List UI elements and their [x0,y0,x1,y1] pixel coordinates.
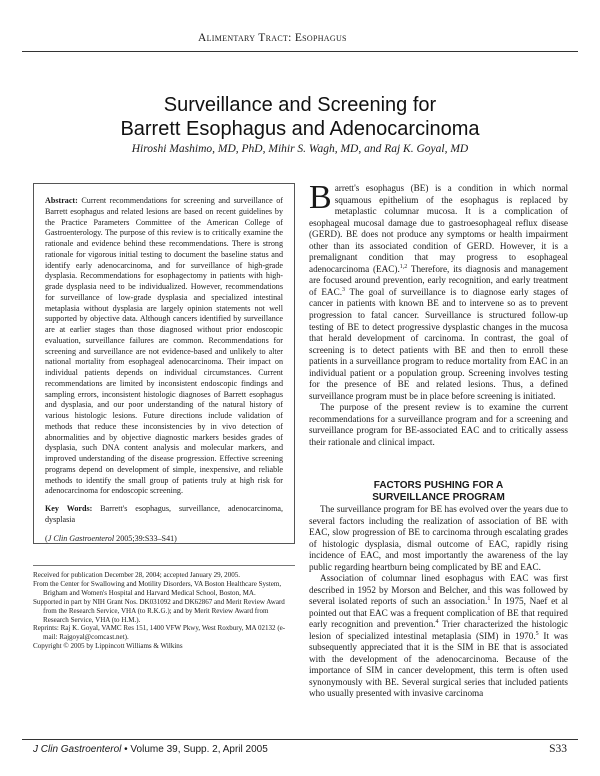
p1-text-a: arrett's esophagus (BE) is a condition in which normal squamous epithelium of the esophagus is replaced by metaplastic columnar mucosa. It is a complication of esophageal mucosal damage due to gastroesophageal reflux disease (GERD). BE does not produce any symptoms or health impairment other than its associated condition of GERD. However, it is a premalignant condition that may progress to esophageal adenocarcinoma (EAC). [309,183,568,274]
drop-cap: B [309,179,332,216]
abstract-text: Current recommendations for screening and surveillance of Barrett esophagus and related lesions are based on recent guidelines by the Practice Parameters Committee of the American College of Gastroenterology. The purpose of this review is to critically examine the rationale and evidence behind these recommendations. There is strong rationale for vigorous initial testing to document the baseline status and identify early adenocarcinoma, and for surveillance of high-grade dysplasia. Recommendations for esophagectomy in patients with high-grade dysplasia need to be individualized. However, recommendations for surveillance of low-grade dysplasia and specialized intestinal metaplasia without dysplasia are largely opinion statements not well supported by objective data. Although cancers identified by surveillance are at earlier stages than those diagnosed without prior endoscopic evaluation, surveillance failures are common. Recommendations for screening and surveillance are not evidence-based and unlikely to alter national mortality from esophageal adenocarcinoma. Their impact on individual patients depends on individual circumstances. Current recommendations are limited by inconsistent endoscopic findings and sampling errors, inconsistent histologic diagnoses of Barrett esophagus and dysplasia, and our poor understanding of the natural history of various histologic lesions. Future directions include validation of methods that reduce these inconsistencies by in vivo detection of abnormalities and by objective diagnostic markers besides grades of dysplasia, such DNA content analysis and molecular markers, and improved understanding of the disease progression. Effective screening programs depend on development of simple, inexpensive, and reliable methods to identify the small group of patients truly at high risk for adenocarcinoma for endoscopic screening. [45,196,283,496]
keywords-text: Barrett's esophagus, surveillance, adenocarcinoma, dysplasia [45,504,283,524]
citation-details: 2005;39:S33–S41 [116,533,175,543]
note-copyright: Copyright © 2005 by Lippincott Williams & Wilkins [33,642,183,651]
footer-issue: • Volume 39, Supp. 2, April 2005 [121,744,268,755]
section-heading-line-1: FACTORS PUSHING FOR A [373,480,504,491]
notes-rule [33,565,295,566]
keywords [45,504,283,526]
footer-rule [22,739,578,740]
abstract-paragraph [45,196,283,497]
p1-text-c: The goal of surveillance is to diagnose early stages of cancer in patients with known BE and to intervene so as to prevent progression to fatal cancer. Surveillance is structured follow-up testing of BE to detect progressive dysplastic changes in the mucosa that herald development of carcinoma. In contrast, the goal of screening is to detect patients with BE and then to enroll these patients in a surveillance program to reduce mortality from EAC in an individual patient or a population group. Screening involves testing for the presence of BE and related lesions. Thus, a defined surveillance program must be in place before screening is initiated. [309,286,569,401]
p4-text-c: Trier characterized the histologic lesion of specialized intestinal metaplasia (SIM) in 1970. [309,619,568,641]
page-number: S33 [549,743,567,755]
abstract-label: Abstract: [45,196,78,205]
article-title [0,93,600,141]
body-column-bottom [309,504,568,700]
body-paragraph-2: The purpose of the present review is to examine the current recommendations for a surveillance program and for a screening and surveillance program for BE-associated EAC and to critically assess their rationale and clinical impact. [309,402,568,448]
title-line-1: Surveillance and Screening for [163,94,437,116]
body-paragraph-1 [309,179,569,402]
section-heading-line-2: SURVEILLANCE PROGRAM [372,492,505,503]
author-list: Hiroshi Mashimo, MD, PhD, Mihir S. Wagh, MD, and Raj K. Goyal, MD [131,143,469,155]
note-reprints: Reprints: Raj K. Goyal, VAMC Res 151, 1400 VFW Pkwy, West Roxbury, MA 02132 (e-mail: Rajgoyal@comcast.net). [33,624,286,642]
footer-journal-name: J Clin Gastroenterol [33,744,122,755]
note-received: Received for publication December 28, 2004; accepted January 29, 2005. [33,571,241,579]
body-column-top [309,179,569,449]
section-heading [309,480,568,504]
ref-sup: 4 [435,618,439,625]
abstract-box [33,183,295,544]
ref-sup: 3 [342,286,345,293]
citation: (J Clin Gastroenterol 2005;39:S33–S41) [45,533,177,543]
ref-sup: 1 [487,595,491,602]
keywords-label: Key Words: [45,504,93,513]
p4-text-d: It was subsequently appreciated that it is the SIM in BE that is associated with the development of the adenocarcinoma. Because of the importance of SIM in cancer development, this term is often used synonymously with BE. Several surgical series that included patients who usually presented with invasive carcinoma [309,630,569,698]
p4-text-b: In 1975, Naef et al pointed out that EAC was a frequent complication of BE that required early recognition and prevention. [309,596,569,629]
ref-sup: 1,2 [399,263,408,270]
title-line-2: Barrett Esophagus and Adenocarcinoma [120,118,480,140]
citation-journal: J Clin Gastroenterol [47,533,115,543]
p4-text-a: Association of columnar lined esophagus with EAC was first described in 1952 by Morson and Belcher, and this was followed by several isolated reports of such an association. [309,573,568,606]
footer-journal [33,744,268,755]
ref-sup: 5 [535,630,539,637]
body-paragraph-4 [309,573,568,700]
note-support: Supported in part by NIH Grant Nos. DK031092 and DK62867 and Merit Review Award from the Research Service, VHA (to R.K.G.); and by Merit Review Award from Research Service, VHA (to H.M.). [33,597,285,624]
body-paragraph-3: The surveillance program for BE has evolved over the years due to several factors including the realization of association of BE with EAC, slow progression of BE to carcinoma through escalating grades of histologic dysplasia, dismal outcome of EAC, rapidly rising incidence of EAC, and most importantly the awareness of the lay public regarding heartburn being complicated by BE and EAC. [309,504,568,572]
header-rule [22,51,578,52]
p1-text-b: Therefore, its diagnosis and management are focused around prevention, early recognition, and early treatment of EAC. [309,263,568,297]
article-notes [33,571,295,651]
note-affiliation: From the Center for Swallowing and Motility Disorders, VA Boston Healthcare System, Brigham and Women's Hospital and Harvard Medical School, Boston, MA. [33,579,282,597]
running-header: Alimentary Tract: Esophagus [198,32,347,44]
